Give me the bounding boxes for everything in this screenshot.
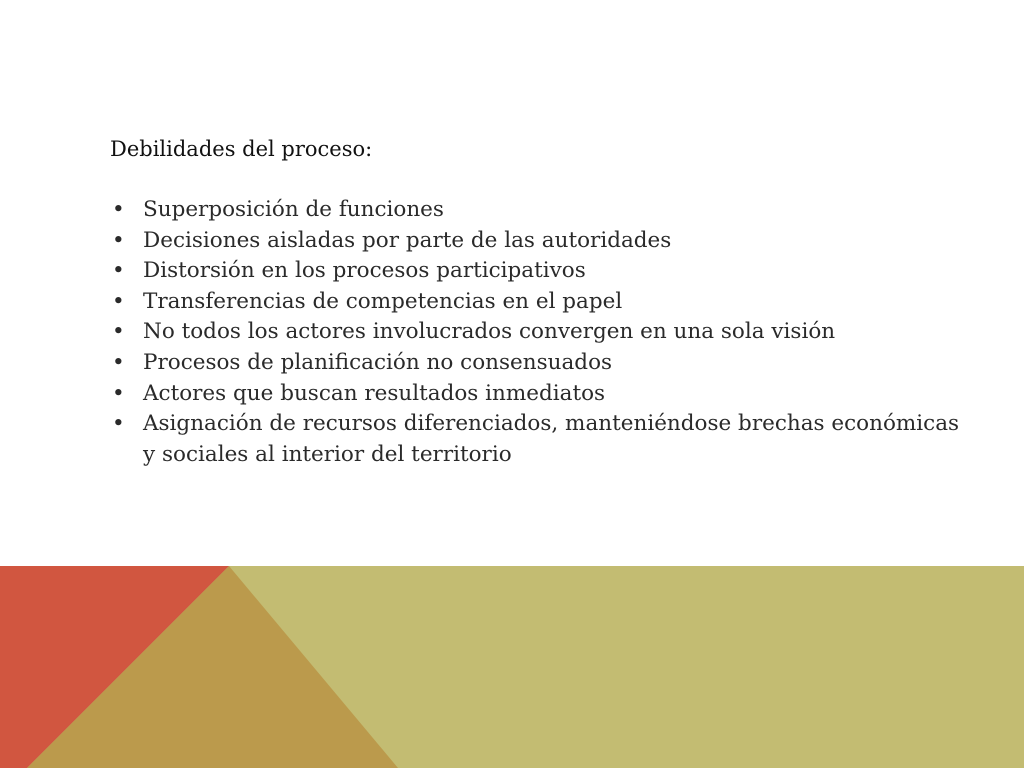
bullet-icon: • — [112, 411, 125, 437]
bullet-item — [110, 348, 970, 379]
bullet-list — [110, 195, 970, 470]
bullet-item — [110, 409, 970, 470]
bullet-item — [110, 256, 970, 287]
bullet-icon: • — [112, 288, 125, 314]
bullet-text: Decisiones aisladas por parte de las autoridades — [143, 227, 672, 253]
bullet-text: Superposición de funciones — [143, 197, 444, 222]
bullet-text: Asignación de recursos diferenciados, manteniéndose brechas económicas y sociales al interior del territorio — [143, 411, 960, 467]
bullet-text: Procesos de planificación no consensuados — [143, 349, 613, 375]
bullet-icon: • — [112, 258, 125, 284]
bullet-icon: • — [112, 349, 125, 375]
bullet-text: Actores que buscan resultados inmediatos — [143, 380, 606, 406]
bullet-item — [110, 226, 970, 257]
bullet-text: Transferencias de competencias en el papel — [143, 288, 623, 314]
bullet-text: Distorsión en los procesos participativos — [143, 258, 586, 284]
bullet-icon: • — [112, 227, 125, 253]
bullet-icon: • — [112, 319, 125, 345]
decorative-band — [0, 566, 1024, 768]
bullet-item — [110, 195, 970, 226]
bullet-item — [110, 287, 970, 318]
bullet-item — [110, 317, 970, 348]
bullet-item — [110, 379, 970, 410]
slide-content — [110, 134, 970, 470]
bullet-icon: • — [112, 197, 125, 222]
bullet-text: No todos los actores involucrados convergen en una sola visión — [143, 319, 836, 345]
bullet-icon: • — [112, 380, 125, 406]
slide-heading: Debilidades del proceso: — [110, 137, 373, 161]
